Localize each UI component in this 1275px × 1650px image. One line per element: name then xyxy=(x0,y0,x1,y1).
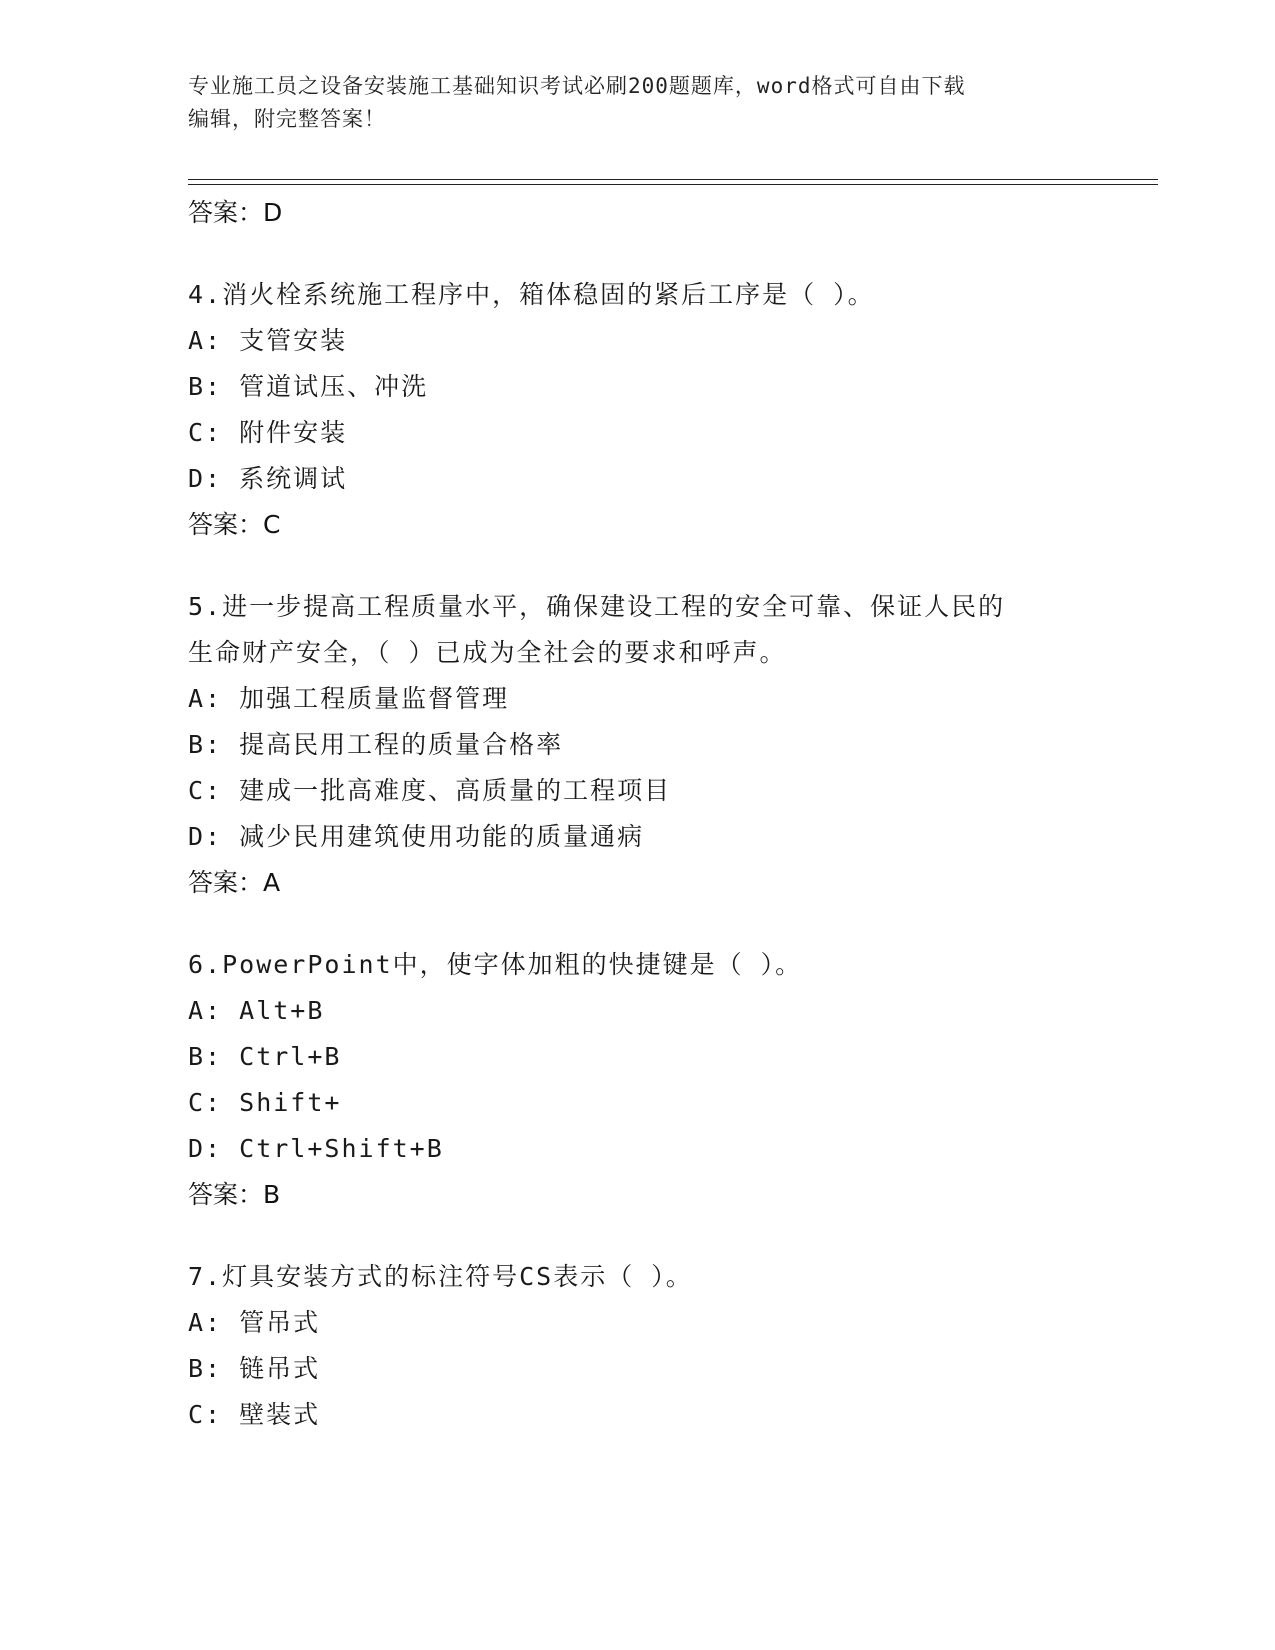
header-divider-bottom xyxy=(188,184,1158,185)
question-6 xyxy=(188,942,1088,1218)
header-line-1: 专业施工员之设备安装施工基础知识考试必刷200题题库，word格式可自由下载 xyxy=(188,74,966,98)
question-stem-line-2: 生命财产安全，（ ）已成为全社会的要求和呼声。 xyxy=(188,638,787,667)
previous-answer: 答案：D xyxy=(188,198,283,227)
option-a: A: Alt+B xyxy=(188,996,325,1025)
answer-line: 答案：C xyxy=(188,510,281,539)
option-c: C: 壁装式 xyxy=(188,1400,321,1429)
option-d: D: 减少民用建筑使用功能的质量通病 xyxy=(188,822,645,851)
question-stem: 6.PowerPoint中，使字体加粗的快捷键是（ ）。 xyxy=(188,950,803,979)
option-c: C: Shift+ xyxy=(188,1088,342,1117)
question-stem-line-1: 5.进一步提高工程质量水平，确保建设工程的安全可靠、保证人民的 xyxy=(188,592,1006,621)
option-b: B: 管道试压、冲洗 xyxy=(188,372,429,401)
question-7 xyxy=(188,1254,1088,1438)
option-b: B: 链吊式 xyxy=(188,1354,321,1383)
option-a: A: 管吊式 xyxy=(188,1308,321,1337)
question-stem: 4.消火栓系统施工程序中，箱体稳固的紧后工序是（ ）。 xyxy=(188,280,875,309)
question-4 xyxy=(188,272,1088,548)
option-b: B: Ctrl+B xyxy=(188,1042,342,1071)
option-a: A: 加强工程质量监督管理 xyxy=(188,684,510,713)
header-divider-top xyxy=(188,179,1158,180)
answer-line: 答案：B xyxy=(188,1180,281,1209)
question-5 xyxy=(188,584,1088,906)
answer-line: 答案：A xyxy=(188,868,281,897)
document-header xyxy=(188,70,1068,136)
option-d: D: 系统调试 xyxy=(188,464,348,493)
option-a: A: 支管安装 xyxy=(188,326,348,355)
header-line-2: 编辑，附完整答案！ xyxy=(188,107,386,131)
option-c: C: 建成一批高难度、高质量的工程项目 xyxy=(188,776,672,805)
option-c: C: 附件安装 xyxy=(188,418,348,447)
question-list xyxy=(188,190,1088,1438)
option-d: D: Ctrl+Shift+B xyxy=(188,1134,444,1163)
question-stem: 7.灯具安装方式的标注符号CS表示（ ）。 xyxy=(188,1262,693,1291)
option-b: B: 提高民用工程的质量合格率 xyxy=(188,730,564,759)
